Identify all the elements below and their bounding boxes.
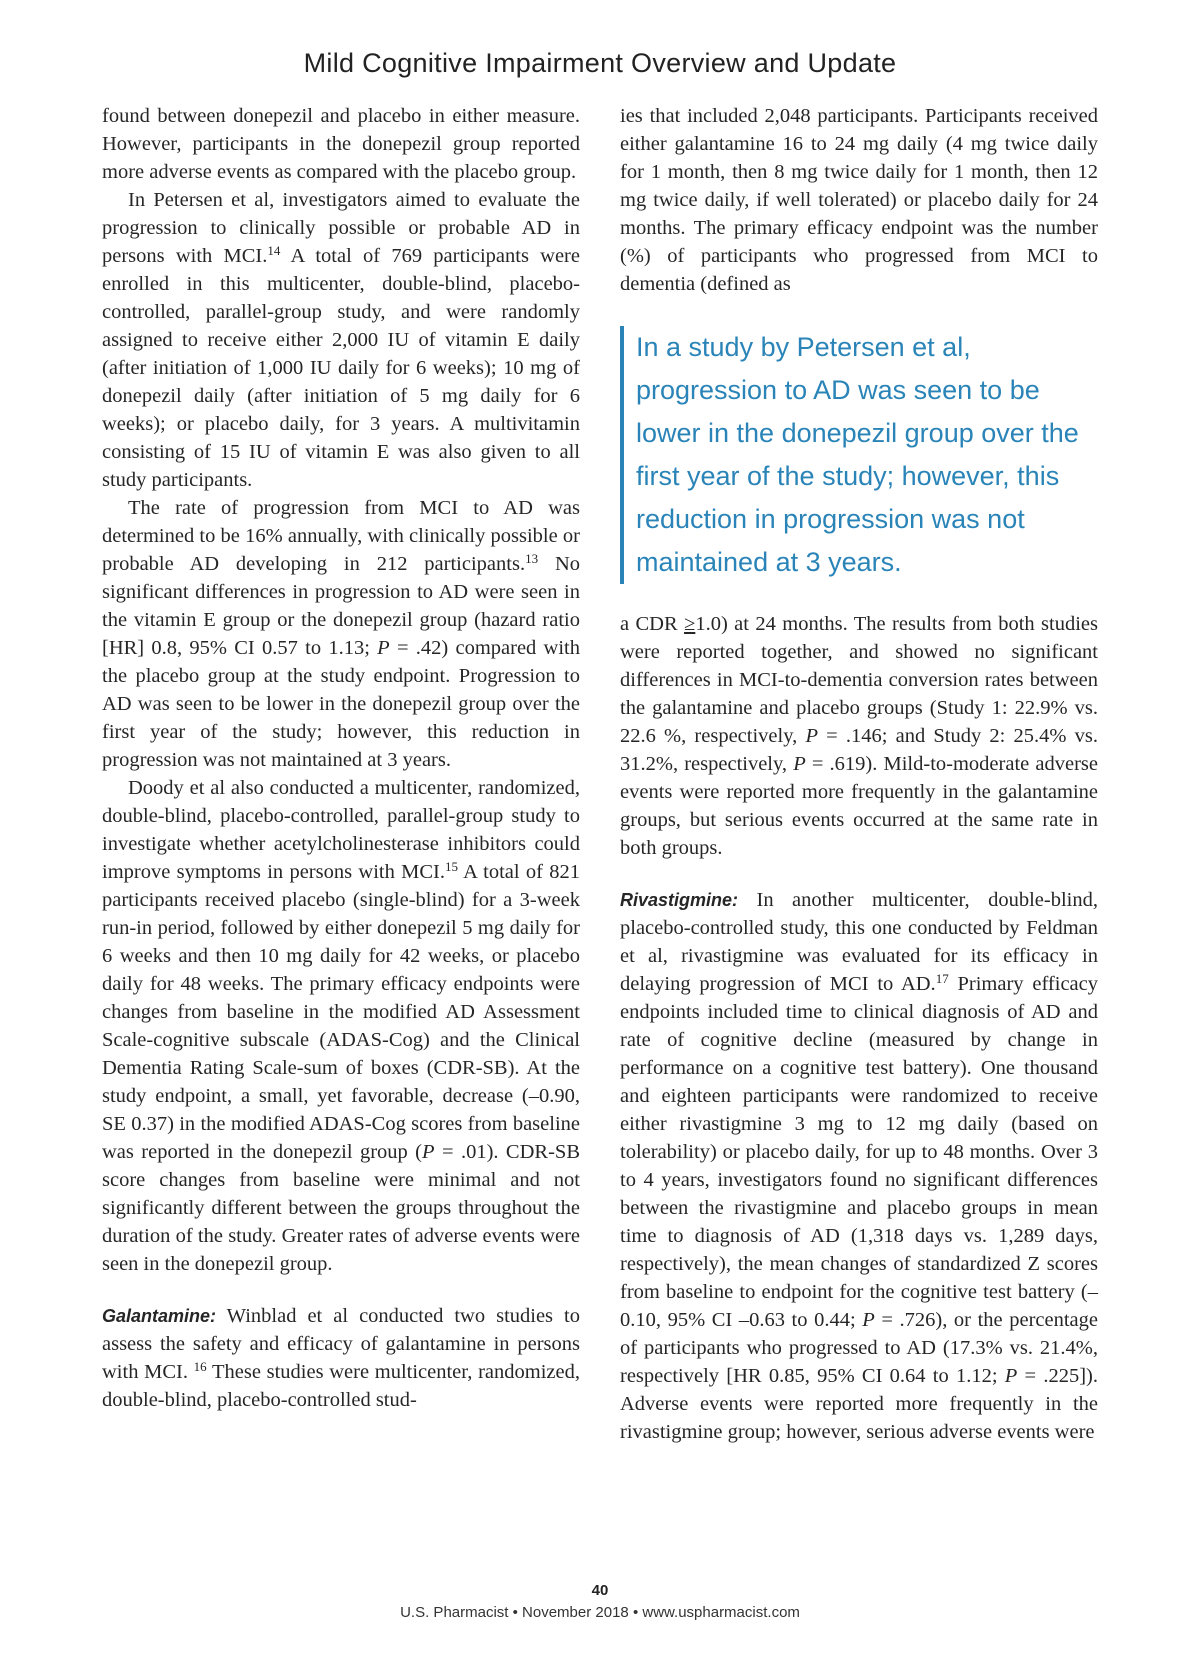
paragraph: found between donepezil and placebo in either measure. However, participants in the donepezil group reported more adverse events as compared with the placebo group.	[102, 105, 580, 183]
paragraph-doody: Doody et al also conducted a multicenter, randomized, double-blind, placebo-controlled, parallel-group study to investigate whether acetylcholinesterase inhibitors could improve symptoms in persons with MCI.$^{15}$ A total of 821 participants received placebo (single-blind) for a 3-week run-in period, followed by either donepezil 5 mg daily for 6 weeks and then 10 mg daily for 42 weeks, or placebo daily for 48 weeks. The primary efficacy endpoints were changes from baseline in the modified AD Assessment Scale-cognitive subscale (ADAS-Cog) and the Clinical Dementia Rating Scale-sum of boxes (CDR-SB). At the study endpoint, a small, yet favorable, decrease (–0.90, SE 0.37) in the modified ADAS-Cog scores from baseline was reported in the donepezil group (P = .01). CDR-SB score changes from baseline were minimal and not significantly different between the groups throughout the duration of the study. Greater rates of adverse events were seen in the donepezil group.	[102, 777, 581, 1275]
reference-superscript: 13	[525, 551, 539, 566]
paragraph-galantamine-results: a CDR ≥1.0) at 24 months. The results from both studies were reported together, and showed no significant differences in MCI-to-dementia conversion rates between the galantamine and placebo groups (Study 1: 22.9% vs. 22.6 %, respectively, P = .146; and Study 2: 25.4% vs. 31.2%, respectively, P = .619). Mild-to-moderate adverse events were reported more frequently in the galantamine groups, but serious events occurred at the same rate in both groups.	[620, 613, 1098, 859]
reference-superscript: 14	[267, 243, 281, 258]
paragraph-galantamine: Galantamine: Winblad et al conducted two studies to assess the safety and efficacy of galantamine in persons with MCI. $^{16}$ These studies were multicenter, randomized, double-blind, placebo-controlled stud-	[102, 1305, 580, 1411]
paragraph: ies that included 2,048 participants. Participants received either galantamine 16 to 24 mg daily (4 mg twice daily for 1 month, then 8 mg twice daily for 1 month, then 12 mg twice daily, if well tolerated) or placebo daily for 24 months. The primary efficacy endpoint was the number (%) of participants who progressed from MCI to dementia (defined as	[620, 105, 1098, 295]
right-column	[620, 102, 1098, 1446]
reference-superscript: 17	[935, 971, 949, 986]
running-head: Mild Cognitive Impairment Overview and Update	[303, 48, 897, 78]
paragraph-petersen: In Petersen et al, investigators aimed to evaluate the progression to clinically possible or probable AD in persons with MCI.$^{14}$ A total of 769 participants were enrolled in this multicenter, double-blind, placebo-controlled, parallel-group study, and were randomly assigned to receive either 2,000 IU of vitamin E daily (after initiation of 1,000 IU daily for 6 weeks); 10 mg of donepezil daily (after initiation of 5 mg daily for 6 weeks); or placebo daily, for 3 years. A multivitamin consisting of 15 IU of vitamin E was also given to all study participants.	[102, 189, 580, 491]
paragraph-progression-rate: The rate of progression from MCI to AD was determined to be 16% annually, with clinically possible or probable AD developing in 212 participants.$^{13}$ No significant differences in progression to AD were seen in the vitamin E group or the donepezil group (hazard ratio [HR] 0.8, 95% CI 0.57 to 1.13; P = .42) compared with the placebo group at the study endpoint. Progression to AD was seen to be lower in the donepezil group over the first year of the study; however, this reduction in progression was not maintained at 3 years.	[102, 497, 580, 771]
section-runin-head: Rivastigmine:	[620, 890, 739, 910]
section-runin-head: Galantamine:	[102, 1306, 217, 1326]
page-footer: U.S. Pharmacist • November 2018 • www.uspharmacist.com	[400, 1604, 800, 1621]
page-number: 40	[591, 1582, 609, 1599]
paragraph-rivastigmine: Rivastigmine: In another multicenter, double-blind, placebo-controlled study, this one conducted by Feldman et al, rivastigmine was evaluated for its efficacy in delaying progression of MCI to AD.$^{17}$ Primary efficacy endpoints included time to clinical diagnosis of AD and rate of cognitive decline (measured by change in performance on a cognitive test battery). One thousand and eighteen participants were randomized to receive either rivastigmine 3 mg to 12 mg daily (based on tolerability) or placebo daily, for up to 48 months. Over 3 to 4 years, investigators found no significant differences between the rivastigmine and placebo groups in mean time to diagnosis of AD (1,318 days vs. 1,289 days, respectively), the mean changes of standardized Z scores from baseline to endpoint for the cognitive test battery (–0.10, 95% CI –0.63 to 0.44; P = .726), or the percentage of participants who progressed to AD (17.3% vs. 21.4%, respectively [HR 0.85, 95% CI 0.64 to 1.12; P = .225]). Adverse events were reported more frequently in the rivastigmine group; however, serious adverse events were	[620, 889, 1098, 1443]
left-column	[102, 102, 580, 1414]
pull-quote: In a study by Petersen et al, progression to AD was seen to be lower in the donepezil group over the first year of the study; however, this reduction in progression was not maintained at 3 years.	[620, 326, 1098, 584]
reference-superscript: 16	[193, 1359, 207, 1374]
reference-superscript: 15	[445, 859, 458, 874]
